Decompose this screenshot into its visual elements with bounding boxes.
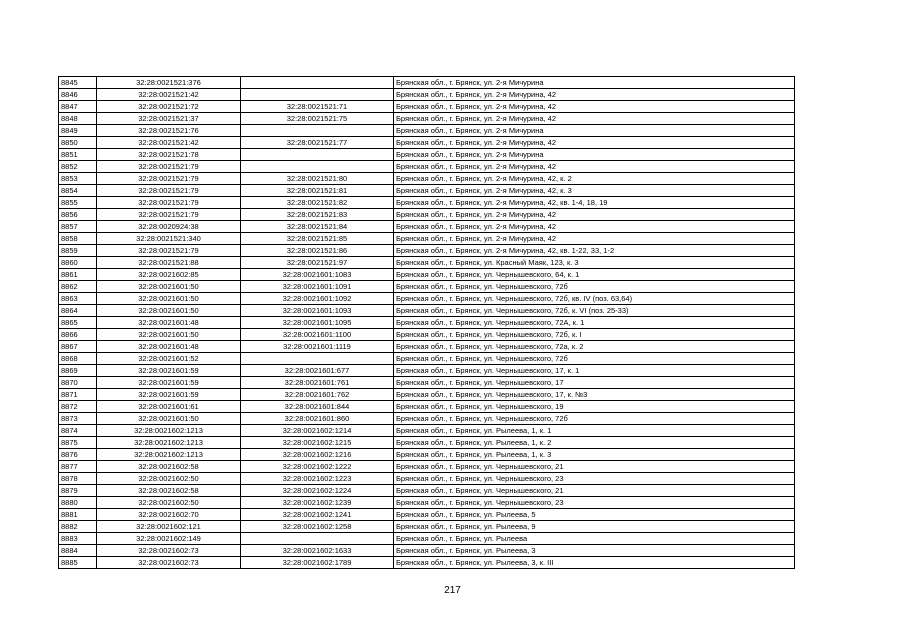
table-row bbox=[59, 113, 795, 125]
address-cell: Брянская обл., г. Брянск, ул. Чернышевского, 21 bbox=[394, 461, 795, 473]
address-cell: Брянская обл., г. Брянск, ул. Чернышевского, 72б, к. VI (поз. 25-33) bbox=[394, 305, 795, 317]
address-cell: Брянская обл., г. Брянск, ул. 2-я Мичурина, 42, к. 3 bbox=[394, 185, 795, 197]
address-cell: Брянская обл., г. Брянск, ул. Чернышевского, 72б, кв. IV (поз. 63,64) bbox=[394, 293, 795, 305]
building-cadastral-number-cell: 32:28:0021521:85 bbox=[241, 233, 394, 245]
address-cell: Брянская обл., г. Брянск, ул. 2-я Мичурина bbox=[394, 125, 795, 137]
address-cell: Брянская обл., г. Брянск, ул. Рылеева, 5 bbox=[394, 509, 795, 521]
land-plot-cadastral-number-cell: 32:28:0021602:73 bbox=[97, 545, 241, 557]
row-number-cell: 8859 bbox=[59, 245, 97, 257]
land-plot-cadastral-number-cell: 32:28:0021521:340 bbox=[97, 233, 241, 245]
row-number-cell: 8881 bbox=[59, 509, 97, 521]
land-plot-cadastral-number-cell: 32:28:0021601:52 bbox=[97, 353, 241, 365]
table-row bbox=[59, 377, 795, 389]
address-cell: Брянская обл., г. Брянск, ул. Чернышевского, 23 bbox=[394, 497, 795, 509]
row-number-cell: 8880 bbox=[59, 497, 97, 509]
building-cadastral-number-cell: 32:28:0021602:1789 bbox=[241, 557, 394, 569]
address-cell: Брянская обл., г. Брянск, ул. Чернышевского, 72б bbox=[394, 353, 795, 365]
row-number-cell: 8861 bbox=[59, 269, 97, 281]
building-cadastral-number-cell: 32:28:0021602:1215 bbox=[241, 437, 394, 449]
row-number-cell: 8847 bbox=[59, 101, 97, 113]
row-number-cell: 8848 bbox=[59, 113, 97, 125]
table-row bbox=[59, 509, 795, 521]
land-plot-cadastral-number-cell: 32:28:0021521:37 bbox=[97, 113, 241, 125]
table-row bbox=[59, 533, 795, 545]
building-cadastral-number-cell bbox=[241, 161, 394, 173]
table-row bbox=[59, 77, 795, 89]
land-plot-cadastral-number-cell: 32:28:0021601:50 bbox=[97, 293, 241, 305]
table-row bbox=[59, 497, 795, 509]
building-cadastral-number-cell: 32:28:0021601:1083 bbox=[241, 269, 394, 281]
building-cadastral-number-cell: 32:28:0021521:81 bbox=[241, 185, 394, 197]
table-row bbox=[59, 329, 795, 341]
land-plot-cadastral-number-cell: 32:28:0021521:42 bbox=[97, 137, 241, 149]
address-cell: Брянская обл., г. Брянск, ул. 2-я Мичурина, 42 bbox=[394, 113, 795, 125]
building-cadastral-number-cell: 32:28:0021601:844 bbox=[241, 401, 394, 413]
building-cadastral-number-cell: 32:28:0021602:1239 bbox=[241, 497, 394, 509]
table-row bbox=[59, 233, 795, 245]
row-number-cell: 8846 bbox=[59, 89, 97, 101]
building-cadastral-number-cell: 32:28:0021602:1222 bbox=[241, 461, 394, 473]
row-number-cell: 8878 bbox=[59, 473, 97, 485]
land-plot-cadastral-number-cell: 32:28:0021521:76 bbox=[97, 125, 241, 137]
land-plot-cadastral-number-cell: 32:28:0021602:58 bbox=[97, 461, 241, 473]
registry-table-body bbox=[59, 77, 795, 569]
land-plot-cadastral-number-cell: 32:28:0021521:79 bbox=[97, 185, 241, 197]
land-plot-cadastral-number-cell: 32:28:0021601:50 bbox=[97, 329, 241, 341]
address-cell: Брянская обл., г. Брянск, ул. 2-я Мичурина, 42, кв. 1-4, 18, 19 bbox=[394, 197, 795, 209]
table-row bbox=[59, 365, 795, 377]
building-cadastral-number-cell bbox=[241, 125, 394, 137]
table-row bbox=[59, 89, 795, 101]
building-cadastral-number-cell: 32:28:0021602:1214 bbox=[241, 425, 394, 437]
address-cell: Брянская обл., г. Брянск, ул. Рылеева, 9 bbox=[394, 521, 795, 533]
table-row bbox=[59, 317, 795, 329]
building-cadastral-number-cell: 32:28:0021521:71 bbox=[241, 101, 394, 113]
building-cadastral-number-cell: 32:28:0021602:1216 bbox=[241, 449, 394, 461]
building-cadastral-number-cell bbox=[241, 77, 394, 89]
row-number-cell: 8868 bbox=[59, 353, 97, 365]
land-plot-cadastral-number-cell: 32:28:0021602:121 bbox=[97, 521, 241, 533]
land-plot-cadastral-number-cell: 32:28:0021521:376 bbox=[97, 77, 241, 89]
table-row bbox=[59, 161, 795, 173]
row-number-cell: 8879 bbox=[59, 485, 97, 497]
address-cell: Брянская обл., г. Брянск, ул. Чернышевского, 19 bbox=[394, 401, 795, 413]
row-number-cell: 8855 bbox=[59, 197, 97, 209]
building-cadastral-number-cell: 32:28:0021521:75 bbox=[241, 113, 394, 125]
row-number-cell: 8883 bbox=[59, 533, 97, 545]
land-plot-cadastral-number-cell: 32:28:0021601:50 bbox=[97, 305, 241, 317]
land-plot-cadastral-number-cell: 32:28:0021602:1213 bbox=[97, 449, 241, 461]
table-row bbox=[59, 293, 795, 305]
building-cadastral-number-cell bbox=[241, 149, 394, 161]
table-row bbox=[59, 353, 795, 365]
table-row bbox=[59, 149, 795, 161]
table-row bbox=[59, 425, 795, 437]
row-number-cell: 8870 bbox=[59, 377, 97, 389]
land-plot-cadastral-number-cell: 32:28:0021601:48 bbox=[97, 341, 241, 353]
table-row bbox=[59, 521, 795, 533]
row-number-cell: 8872 bbox=[59, 401, 97, 413]
land-plot-cadastral-number-cell: 32:28:0021521:88 bbox=[97, 257, 241, 269]
address-cell: Брянская обл., г. Брянск, ул. Чернышевского, 72б bbox=[394, 281, 795, 293]
row-number-cell: 8856 bbox=[59, 209, 97, 221]
building-cadastral-number-cell: 32:28:0021602:1258 bbox=[241, 521, 394, 533]
table-row bbox=[59, 125, 795, 137]
building-cadastral-number-cell: 32:28:0021601:761 bbox=[241, 377, 394, 389]
building-cadastral-number-cell: 32:28:0021521:80 bbox=[241, 173, 394, 185]
land-plot-cadastral-number-cell: 32:28:0020924:38 bbox=[97, 221, 241, 233]
row-number-cell: 8875 bbox=[59, 437, 97, 449]
land-plot-cadastral-number-cell: 32:28:0021602:85 bbox=[97, 269, 241, 281]
building-cadastral-number-cell: 32:28:0021601:1092 bbox=[241, 293, 394, 305]
table-row bbox=[59, 557, 795, 569]
row-number-cell: 8853 bbox=[59, 173, 97, 185]
address-cell: Брянская обл., г. Брянск, ул. 2-я Мичурина bbox=[394, 149, 795, 161]
row-number-cell: 8882 bbox=[59, 521, 97, 533]
row-number-cell: 8854 bbox=[59, 185, 97, 197]
address-cell: Брянская обл., г. Брянск, ул. 2-я Мичурина, 42 bbox=[394, 221, 795, 233]
table-row bbox=[59, 197, 795, 209]
row-number-cell: 8845 bbox=[59, 77, 97, 89]
row-number-cell: 8860 bbox=[59, 257, 97, 269]
address-cell: Брянская обл., г. Брянск, ул. 2-я Мичурина, 42 bbox=[394, 89, 795, 101]
land-plot-cadastral-number-cell: 32:28:0021521:79 bbox=[97, 173, 241, 185]
table-row bbox=[59, 437, 795, 449]
address-cell: Брянская обл., г. Брянск, ул. Чернышевского, 64, к. 1 bbox=[394, 269, 795, 281]
row-number-cell: 8864 bbox=[59, 305, 97, 317]
land-plot-cadastral-number-cell: 32:28:0021602:50 bbox=[97, 497, 241, 509]
land-plot-cadastral-number-cell: 32:28:0021521:79 bbox=[97, 245, 241, 257]
address-cell: Брянская обл., г. Брянск, ул. Чернышевского, 17, к. №3 bbox=[394, 389, 795, 401]
land-plot-cadastral-number-cell: 32:28:0021521:79 bbox=[97, 209, 241, 221]
table-row bbox=[59, 413, 795, 425]
land-plot-cadastral-number-cell: 32:28:0021602:70 bbox=[97, 509, 241, 521]
land-plot-cadastral-number-cell: 32:28:0021602:73 bbox=[97, 557, 241, 569]
land-plot-cadastral-number-cell: 32:28:0021602:58 bbox=[97, 485, 241, 497]
address-cell: Брянская обл., г. Брянск, ул. Чернышевского, 72б bbox=[394, 413, 795, 425]
address-cell: Брянская обл., г. Брянск, ул. 2-я Мичурина, 42 bbox=[394, 137, 795, 149]
land-plot-cadastral-number-cell: 32:28:0021602:1213 bbox=[97, 437, 241, 449]
address-cell: Брянская обл., г. Брянск, ул. Рылеева, 3 bbox=[394, 545, 795, 557]
address-cell: Брянская обл., г. Брянск, ул. Чернышевского, 72б, к. I bbox=[394, 329, 795, 341]
land-plot-cadastral-number-cell: 32:28:0021602:1213 bbox=[97, 425, 241, 437]
row-number-cell: 8869 bbox=[59, 365, 97, 377]
row-number-cell: 8871 bbox=[59, 389, 97, 401]
table-row bbox=[59, 257, 795, 269]
table-row bbox=[59, 185, 795, 197]
row-number-cell: 8874 bbox=[59, 425, 97, 437]
building-cadastral-number-cell: 32:28:0021521:83 bbox=[241, 209, 394, 221]
building-cadastral-number-cell bbox=[241, 353, 394, 365]
address-cell: Брянская обл., г. Брянск, ул. Рылеева, 3, к. III bbox=[394, 557, 795, 569]
row-number-cell: 8849 bbox=[59, 125, 97, 137]
building-cadastral-number-cell: 32:28:0021521:77 bbox=[241, 137, 394, 149]
address-cell: Брянская обл., г. Брянск, ул. Чернышевского, 72А, к. 1 bbox=[394, 317, 795, 329]
building-cadastral-number-cell: 32:28:0021602:1223 bbox=[241, 473, 394, 485]
page-number: 217 bbox=[444, 585, 461, 596]
land-plot-cadastral-number-cell: 32:28:0021521:42 bbox=[97, 89, 241, 101]
table-row bbox=[59, 401, 795, 413]
table-row bbox=[59, 221, 795, 233]
address-cell: Брянская обл., г. Брянск, ул. 2-я Мичурина bbox=[394, 77, 795, 89]
building-cadastral-number-cell: 32:28:0021601:677 bbox=[241, 365, 394, 377]
land-plot-cadastral-number-cell: 32:28:0021601:48 bbox=[97, 317, 241, 329]
building-cadastral-number-cell bbox=[241, 89, 394, 101]
row-number-cell: 8851 bbox=[59, 149, 97, 161]
table-row bbox=[59, 101, 795, 113]
row-number-cell: 8863 bbox=[59, 293, 97, 305]
row-number-cell: 8865 bbox=[59, 317, 97, 329]
address-cell: Брянская обл., г. Брянск, ул. Рылеева bbox=[394, 533, 795, 545]
land-plot-cadastral-number-cell: 32:28:0021601:59 bbox=[97, 365, 241, 377]
building-cadastral-number-cell: 32:28:0021601:1093 bbox=[241, 305, 394, 317]
row-number-cell: 8858 bbox=[59, 233, 97, 245]
address-cell: Брянская обл., г. Брянск, ул. Чернышевского, 17, к. 1 bbox=[394, 365, 795, 377]
building-cadastral-number-cell: 32:28:0021602:1241 bbox=[241, 509, 394, 521]
building-cadastral-number-cell: 32:28:0021601:762 bbox=[241, 389, 394, 401]
address-cell: Брянская обл., г. Брянск, ул. Рылеева, 1, к. 3 bbox=[394, 449, 795, 461]
land-plot-cadastral-number-cell: 32:28:0021602:50 bbox=[97, 473, 241, 485]
building-cadastral-number-cell: 32:28:0021601:860 bbox=[241, 413, 394, 425]
building-cadastral-number-cell bbox=[241, 533, 394, 545]
table-row bbox=[59, 173, 795, 185]
land-plot-cadastral-number-cell: 32:28:0021601:59 bbox=[97, 377, 241, 389]
address-cell: Брянская обл., г. Брянск, ул. Рылеева, 1, к. 1 bbox=[394, 425, 795, 437]
registry-table bbox=[58, 76, 795, 569]
address-cell: Брянская обл., г. Брянск, ул. 2-я Мичурина, 42, кв. 1-22, 33, 1-2 bbox=[394, 245, 795, 257]
row-number-cell: 8862 bbox=[59, 281, 97, 293]
address-cell: Брянская обл., г. Брянск, ул. 2-я Мичурина, 42 bbox=[394, 161, 795, 173]
row-number-cell: 8876 bbox=[59, 449, 97, 461]
address-cell: Брянская обл., г. Брянск, ул. Чернышевского, 17 bbox=[394, 377, 795, 389]
table-row bbox=[59, 545, 795, 557]
row-number-cell: 8867 bbox=[59, 341, 97, 353]
address-cell: Брянская обл., г. Брянск, ул. 2-я Мичурина, 42 bbox=[394, 101, 795, 113]
table-row bbox=[59, 269, 795, 281]
land-plot-cadastral-number-cell: 32:28:0021601:61 bbox=[97, 401, 241, 413]
table-row bbox=[59, 281, 795, 293]
table-row bbox=[59, 485, 795, 497]
address-cell: Брянская обл., г. Брянск, ул. 2-я Мичурина, 42, к. 2 bbox=[394, 173, 795, 185]
row-number-cell: 8857 bbox=[59, 221, 97, 233]
address-cell: Брянская обл., г. Брянск, ул. Чернышевского, 72а, к. 2 bbox=[394, 341, 795, 353]
land-plot-cadastral-number-cell: 32:28:0021521:72 bbox=[97, 101, 241, 113]
building-cadastral-number-cell: 32:28:0021601:1119 bbox=[241, 341, 394, 353]
row-number-cell: 8877 bbox=[59, 461, 97, 473]
land-plot-cadastral-number-cell: 32:28:0021602:149 bbox=[97, 533, 241, 545]
address-cell: Брянская обл., г. Брянск, ул. Рылеева, 1, к. 2 bbox=[394, 437, 795, 449]
land-plot-cadastral-number-cell: 32:28:0021521:79 bbox=[97, 161, 241, 173]
land-plot-cadastral-number-cell: 32:28:0021521:78 bbox=[97, 149, 241, 161]
row-number-cell: 8866 bbox=[59, 329, 97, 341]
address-cell: Брянская обл., г. Брянск, ул. 2-я Мичурина, 42 bbox=[394, 233, 795, 245]
table-row bbox=[59, 449, 795, 461]
building-cadastral-number-cell: 32:28:0021602:1633 bbox=[241, 545, 394, 557]
building-cadastral-number-cell: 32:28:0021521:82 bbox=[241, 197, 394, 209]
land-plot-cadastral-number-cell: 32:28:0021601:50 bbox=[97, 281, 241, 293]
building-cadastral-number-cell: 32:28:0021521:86 bbox=[241, 245, 394, 257]
table-row bbox=[59, 461, 795, 473]
row-number-cell: 8850 bbox=[59, 137, 97, 149]
building-cadastral-number-cell: 32:28:0021521:97 bbox=[241, 257, 394, 269]
row-number-cell: 8885 bbox=[59, 557, 97, 569]
row-number-cell: 8884 bbox=[59, 545, 97, 557]
address-cell: Брянская обл., г. Брянск, ул. Красный Маяк, 123, к. 3 bbox=[394, 257, 795, 269]
building-cadastral-number-cell: 32:28:0021521:84 bbox=[241, 221, 394, 233]
row-number-cell: 8852 bbox=[59, 161, 97, 173]
table-row bbox=[59, 389, 795, 401]
table-row bbox=[59, 137, 795, 149]
table-row bbox=[59, 341, 795, 353]
table-row bbox=[59, 305, 795, 317]
address-cell: Брянская обл., г. Брянск, ул. Чернышевского, 21 bbox=[394, 485, 795, 497]
building-cadastral-number-cell: 32:28:0021601:1095 bbox=[241, 317, 394, 329]
address-cell: Брянская обл., г. Брянск, ул. 2-я Мичурина, 42 bbox=[394, 209, 795, 221]
building-cadastral-number-cell: 32:28:0021601:1100 bbox=[241, 329, 394, 341]
table-row bbox=[59, 245, 795, 257]
table-row bbox=[59, 209, 795, 221]
land-plot-cadastral-number-cell: 32:28:0021601:50 bbox=[97, 413, 241, 425]
address-cell: Брянская обл., г. Брянск, ул. Чернышевского, 23 bbox=[394, 473, 795, 485]
land-plot-cadastral-number-cell: 32:28:0021521:79 bbox=[97, 197, 241, 209]
building-cadastral-number-cell: 32:28:0021601:1091 bbox=[241, 281, 394, 293]
row-number-cell: 8873 bbox=[59, 413, 97, 425]
land-plot-cadastral-number-cell: 32:28:0021601:59 bbox=[97, 389, 241, 401]
table-row bbox=[59, 473, 795, 485]
building-cadastral-number-cell: 32:28:0021602:1224 bbox=[241, 485, 394, 497]
